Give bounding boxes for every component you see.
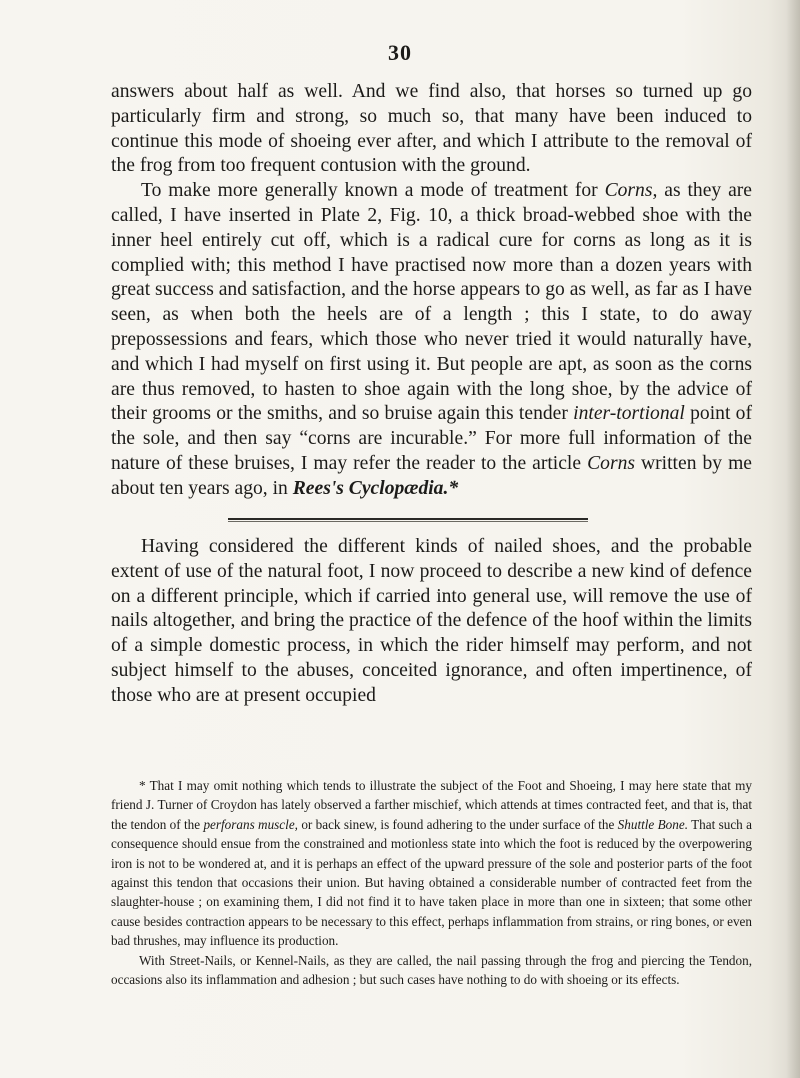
footnote-paragraph-2 [111, 951, 752, 990]
page-number: 30 [388, 40, 412, 65]
paragraph-text: written by me about ten years ago, in [111, 452, 753, 499]
footnote [111, 776, 752, 989]
italic-term: Corns [587, 452, 635, 474]
italic-term: Shuttle Bone. [617, 816, 689, 832]
footnote-text: * That I may omit nothing which tends to illustrate the subject of the Foot and Shoeing, I may here state that my friend J. Turner of Croydon has lately observed a farther mischief, which attends at times contracted feet, and that is, that the tendon of the [111, 778, 752, 832]
section-divider [228, 518, 588, 520]
footnote-text: That such a consequence should ensue from the constrained and motionless state into which the foot is reduced by the overpowering iron is not to be wondered at, and it is perhaps an effect of the upward pressure of the sole and posterior parts of the foot against this tendon that occasions their union. But having obtained a considerable number of contracted feet from the slaughter-house ; on examining them, I did not find it to have taken place in more than one in sixteen; that some other cause besides contraction appears to be necessary to this effect, perhaps inflammation from strains, or ring bones, or even bad thrushes, may influence its production. [111, 816, 752, 949]
italic-reference: Rees's Cyclopædia.* [292, 477, 459, 499]
main-text-upper [111, 80, 752, 502]
paragraph-text: Having considered the different kinds of nailed shoes, and the probable extent of use of the natural foot, I now proceed to describe a new kind of defence on a different principle, which if carried into general use, will remove the use of nails altogether, and bring the practice of the defence of the hoof within the limits of a simple domestic process, in which the rider himself may perform, and not subject himself to the abuses, conceited ignorance, and often impertinence, of those who are at present occupied [111, 536, 752, 706]
main-text-lower [111, 535, 752, 709]
paragraph-text: To make more generally known a mode of treatment for [141, 180, 605, 202]
footnote-text: With Street-Nails, or Kennel-Nails, as they are called, the nail passing through the frog and piercing the Tendon, occasions also its inflammation and adhesion ; but such cases have nothing to do with shoeing or its effects. [111, 952, 752, 988]
italic-term: perforans muscle, [203, 816, 298, 832]
paragraph-text: point of the sole, and then say “corns are incurable.” For more full information of the nature of these bruises, I may refer the reader to the article [111, 403, 752, 474]
italic-term: inter-tortional [573, 403, 685, 425]
paragraph-new-defence [111, 535, 752, 709]
paragraph-corns [111, 179, 752, 501]
footnote-text: or back sinew, is found adhering to the under surface of the [297, 816, 618, 832]
italic-term: Corns, [604, 180, 658, 202]
page-edge-shadow [786, 0, 800, 1078]
paragraph-text: as they are called, I have inserted in Plate 2, Fig. 10, a thick broad-webbed shoe with the inner heel entirely cut off, which is a radical cure for corns as long as it is complied with; this method I have practised now more than a dozen years with great success and satisfaction, and the horse appears to go as well, as far as I have seen, as when both the heels are of a length ; this I state, to do away prepossessions and fears, which those who never tried it would naturally have, and which I had myself on first using it. But people are apt, as soon as the corns are thus removed, to hasten to shoe again with the long shoe, by the advice of their grooms or the smiths, and so bruise again this tender [111, 180, 753, 425]
paragraph-continuation [111, 80, 752, 179]
paragraph-text: answers about half as well. And we find also, that horses so turned up go particularly firm and strong, so much so, that many have been induced to continue this mode of shoeing ever after, and which I attribute to the removal of the frog from too frequent contusion with the ground. [111, 81, 752, 177]
footnote-paragraph-1 [111, 776, 752, 951]
